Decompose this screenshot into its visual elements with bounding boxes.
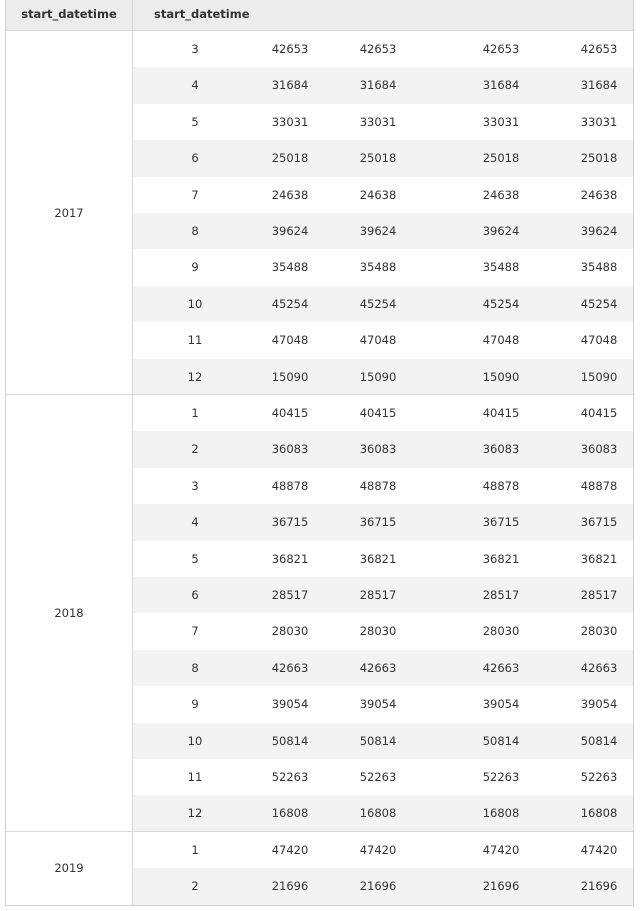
value-cell: 36715 bbox=[482, 515, 520, 530]
table-row bbox=[133, 249, 634, 285]
value-cell: 47048 bbox=[580, 333, 618, 348]
value-cell: 24638 bbox=[359, 187, 397, 202]
value-cell: 42653 bbox=[482, 42, 520, 56]
value-cell: 39054 bbox=[271, 697, 309, 712]
value-cell: 21696 bbox=[359, 879, 397, 894]
table-row bbox=[133, 104, 634, 140]
table-body bbox=[6, 31, 634, 905]
month-cell: 5 bbox=[191, 114, 199, 129]
value-cell: 31684 bbox=[271, 78, 309, 93]
value-cell: 24638 bbox=[271, 187, 309, 202]
value-cell: 28030 bbox=[580, 624, 618, 639]
table-row bbox=[133, 140, 634, 176]
value-cell: 15090 bbox=[359, 369, 397, 384]
table-header-row bbox=[6, 0, 634, 31]
table-row bbox=[133, 431, 634, 467]
value-cell: 28517 bbox=[482, 588, 520, 602]
value-cell: 25018 bbox=[271, 151, 309, 166]
month-cell: 2 bbox=[191, 442, 199, 457]
month-cell: 7 bbox=[191, 187, 199, 202]
value-cell: 31684 bbox=[359, 78, 397, 93]
month-cell: 11 bbox=[187, 333, 203, 348]
value-cell: 45254 bbox=[580, 296, 618, 311]
value-cell: 35488 bbox=[482, 260, 520, 275]
value-cell: 21696 bbox=[580, 879, 618, 894]
value-cell: 15090 bbox=[580, 369, 618, 384]
table-row bbox=[133, 868, 634, 904]
month-cell: 4 bbox=[191, 78, 199, 93]
month-cell: 6 bbox=[191, 151, 199, 166]
table-row bbox=[133, 67, 634, 103]
month-cell: 1 bbox=[191, 842, 199, 857]
month-cell: 1 bbox=[191, 406, 199, 420]
table-row bbox=[133, 795, 634, 831]
value-cell: 16808 bbox=[580, 806, 618, 821]
value-cell: 52263 bbox=[580, 770, 618, 784]
value-cell: 28030 bbox=[271, 624, 309, 639]
value-cell: 50814 bbox=[271, 733, 309, 748]
month-cell: 10 bbox=[187, 733, 203, 748]
table-row bbox=[133, 31, 634, 67]
value-cell: 36715 bbox=[580, 515, 618, 530]
value-cell: 40415 bbox=[482, 406, 520, 420]
table-row bbox=[133, 650, 634, 686]
value-cell: 36821 bbox=[359, 551, 397, 566]
value-cell: 42663 bbox=[482, 660, 520, 675]
value-cell: 42663 bbox=[271, 660, 309, 675]
value-cell: 16808 bbox=[359, 806, 397, 821]
value-cell: 48878 bbox=[580, 478, 618, 493]
month-cell: 9 bbox=[191, 697, 199, 712]
value-cell: 47420 bbox=[580, 842, 618, 857]
value-cell: 21696 bbox=[482, 879, 520, 894]
month-cell: 10 bbox=[187, 296, 203, 311]
month-cell: 11 bbox=[187, 770, 203, 784]
value-cell: 33031 bbox=[359, 114, 397, 129]
value-cell: 52263 bbox=[271, 770, 309, 784]
value-cell: 48878 bbox=[271, 478, 309, 493]
value-cell: 25018 bbox=[359, 151, 397, 166]
month-cell: 2 bbox=[191, 879, 199, 894]
data-table bbox=[5, 0, 634, 906]
value-cell: 28030 bbox=[359, 624, 397, 639]
value-cell: 42653 bbox=[271, 42, 309, 56]
value-cell: 28517 bbox=[359, 588, 397, 602]
value-cell: 47048 bbox=[482, 333, 520, 348]
value-cell: 47420 bbox=[359, 842, 397, 857]
month-cell: 5 bbox=[191, 551, 199, 566]
table-row bbox=[133, 286, 634, 322]
value-cell: 50814 bbox=[359, 733, 397, 748]
group-cell-year: 2017 bbox=[6, 31, 133, 395]
month-cell: 9 bbox=[191, 260, 199, 275]
table-row bbox=[133, 213, 634, 249]
value-cell: 39624 bbox=[482, 224, 520, 238]
value-cell: 21696 bbox=[271, 879, 309, 894]
value-cell: 42653 bbox=[359, 42, 397, 56]
value-cell: 47048 bbox=[271, 333, 309, 348]
value-cell: 15090 bbox=[271, 369, 309, 384]
value-cell: 36821 bbox=[482, 551, 520, 566]
value-cell: 52263 bbox=[482, 770, 520, 784]
table-row bbox=[133, 359, 634, 395]
value-cell: 48878 bbox=[482, 478, 520, 493]
value-cell: 36083 bbox=[271, 442, 309, 457]
value-cell: 39624 bbox=[271, 224, 309, 238]
value-cell: 36083 bbox=[359, 442, 397, 457]
value-cell: 39054 bbox=[580, 697, 618, 712]
value-cell: 36083 bbox=[482, 442, 520, 457]
table-row bbox=[133, 322, 634, 358]
value-cell: 45254 bbox=[271, 296, 309, 311]
table-row bbox=[133, 504, 634, 540]
value-cell: 48878 bbox=[359, 478, 397, 493]
month-cell: 8 bbox=[191, 660, 199, 675]
table-row bbox=[133, 832, 634, 868]
table-row bbox=[133, 759, 634, 795]
value-cell: 39624 bbox=[359, 224, 397, 238]
value-cell: 15090 bbox=[482, 369, 520, 384]
value-cell: 47420 bbox=[271, 842, 309, 857]
value-cell: 45254 bbox=[359, 296, 397, 311]
value-cell: 40415 bbox=[359, 406, 397, 420]
value-cell: 24638 bbox=[580, 187, 618, 202]
value-cell: 28030 bbox=[482, 624, 520, 639]
column-header-start-datetime-year[interactable]: start_datetime bbox=[6, 0, 133, 30]
value-cell: 33031 bbox=[271, 114, 309, 129]
value-cell: 25018 bbox=[482, 151, 520, 166]
month-cell: 8 bbox=[191, 224, 199, 238]
value-cell: 36821 bbox=[580, 551, 618, 566]
table-row bbox=[133, 723, 634, 759]
value-cell: 31684 bbox=[482, 78, 520, 93]
value-cell: 33031 bbox=[482, 114, 520, 129]
table-row bbox=[133, 177, 634, 213]
value-cell: 52263 bbox=[359, 770, 397, 784]
value-cell: 42663 bbox=[359, 660, 397, 675]
month-cell: 3 bbox=[191, 42, 199, 56]
value-cell: 33031 bbox=[580, 114, 618, 129]
value-cell: 39054 bbox=[359, 697, 397, 712]
value-cell: 39624 bbox=[580, 224, 618, 238]
value-cell: 40415 bbox=[271, 406, 309, 420]
column-header-start-datetime-month[interactable]: start_datetime bbox=[154, 7, 250, 21]
group-cell-year: 2018 bbox=[6, 395, 133, 832]
table-row bbox=[133, 613, 634, 649]
value-cell: 28517 bbox=[271, 588, 309, 602]
value-cell: 36715 bbox=[359, 515, 397, 530]
value-cell: 35488 bbox=[580, 260, 618, 275]
value-cell: 35488 bbox=[359, 260, 397, 275]
group-cell-year: 2019 bbox=[6, 832, 133, 905]
value-cell: 36821 bbox=[271, 551, 309, 566]
value-cell: 47420 bbox=[482, 842, 520, 857]
value-cell: 24638 bbox=[482, 187, 520, 202]
table-row bbox=[133, 468, 634, 504]
value-cell: 25018 bbox=[580, 151, 618, 166]
value-cell: 42663 bbox=[580, 660, 618, 675]
value-cell: 50814 bbox=[580, 733, 618, 748]
value-cell: 36715 bbox=[271, 515, 309, 530]
table-row bbox=[133, 577, 634, 613]
table-row bbox=[133, 395, 634, 431]
value-cell: 36083 bbox=[580, 442, 618, 457]
value-cell: 47048 bbox=[359, 333, 397, 348]
value-cell: 31684 bbox=[580, 78, 618, 93]
value-cell: 40415 bbox=[580, 406, 618, 420]
month-cell: 12 bbox=[187, 369, 203, 384]
value-cell: 35488 bbox=[271, 260, 309, 275]
month-cell: 3 bbox=[191, 478, 199, 493]
value-cell: 16808 bbox=[271, 806, 309, 821]
month-cell: 6 bbox=[191, 588, 199, 602]
value-cell: 45254 bbox=[482, 296, 520, 311]
month-cell: 12 bbox=[187, 806, 203, 821]
table-row bbox=[133, 686, 634, 722]
value-cell: 42653 bbox=[580, 42, 618, 56]
value-cell: 28517 bbox=[580, 588, 618, 602]
value-cell: 16808 bbox=[482, 806, 520, 821]
month-cell: 7 bbox=[191, 624, 199, 639]
value-cell: 39054 bbox=[482, 697, 520, 712]
table-row bbox=[133, 541, 634, 577]
month-cell: 4 bbox=[191, 515, 199, 530]
value-cell: 50814 bbox=[482, 733, 520, 748]
